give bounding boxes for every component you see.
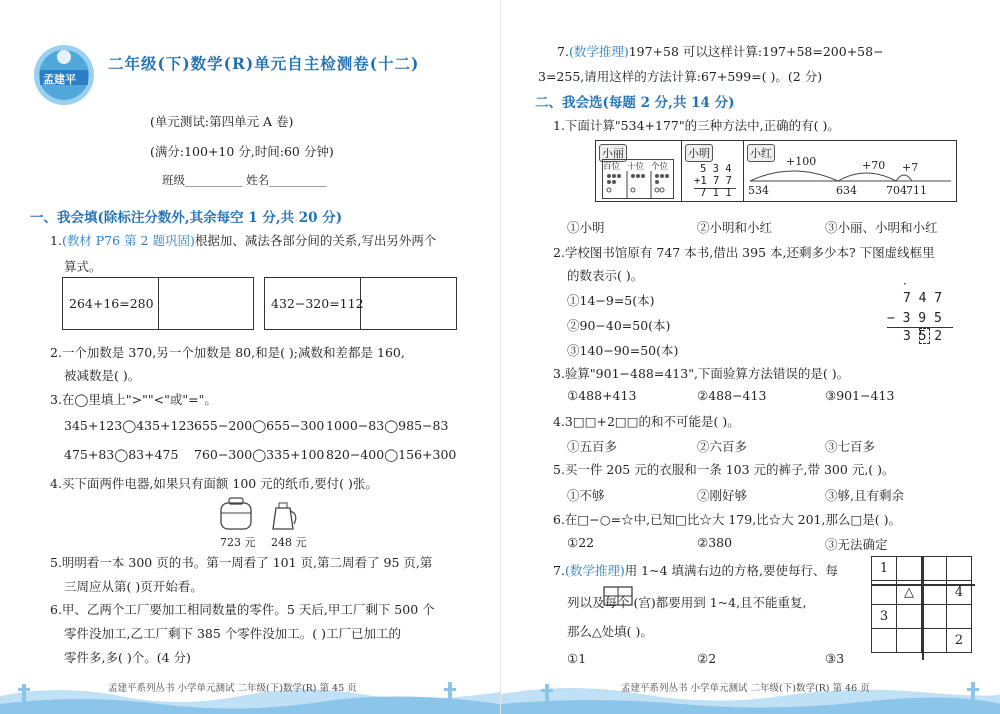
score-time-subtitle: (满分:100+10 分,时间:60 分钟) — [150, 144, 334, 159]
c4-option-1[interactable]: ①五百多 — [567, 439, 618, 454]
xiaohong-mark-704: 704 — [886, 184, 907, 197]
right-footer: 孟建平系列丛书 小学单元测试 二年级(下)数学(R) 第 46 页 — [621, 683, 870, 694]
q2-line-2: 被减数是( )。 — [64, 368, 141, 383]
c2-calc-row-1: 7 4 7 — [903, 291, 943, 306]
grid-cell: 4 — [947, 581, 972, 605]
abacus-table — [602, 159, 674, 199]
c6-question: 6.在□−○=☆中,已知□比☆大 179,比☆大 201,那么□是( )。 — [553, 512, 902, 527]
left-footer: 孟建平系列丛书 小学单元测试 二年级(下)数学(R) 第 45 页 — [108, 683, 357, 694]
grid-cell — [947, 557, 972, 581]
unit-subtitle: (单元测试:第四单元 A 卷) — [150, 114, 294, 129]
q1-equation-1: 264+16=280 — [69, 296, 154, 311]
q1-answer-box-2 — [264, 277, 457, 330]
q3-instruction: 3.在◯里填上">""<"或"="。 — [50, 392, 217, 407]
left-page: 孟建平 二年级(下)数学(R)单元自主检测卷(十二) (单元测试:第四单元 A 卷) (满分:100+10 分,时间:60 分钟) 班级__________ 姓名__________ 一、我会填(除标注分数外,其余每空 1 分,共 20 分) 1.(教材 P76 第 2 题巩固)根据加、减法各部分间的关系,写出另外两个 算式。 264+16=280 432−320=112 2.一个加数是 370,另一个加数是 80,和是( );减数和差都是 160, 被减数是( )。 3.在◯里填上">""<"或"="。 345+123◯435+123 655−200◯655−300 1000−83◯985−83 475+83◯83+475 760−300◯335+100 820−400◯156+300 4.买下面两件电器,如果只有面额 100 元的纸币,要付( )张。 723 元 248 元 5.明明看一本 300 页的书。第一周看了 101 页,第二周看了 95 页,第 三周应从第( )页开始看。 6.甲、乙两个工厂要加工相同数量的零件。5 天后,甲工厂剩下 500 个 零件没加工,乙工厂剩下 385 个零件没加工。( )工厂已加工的 零件多,多( )个。(4 分) 孟建平系列丛书 小学单元测试 二年级(下)数学(R) 第 45 页 — [0, 0, 500, 714]
c1-question: 1.下面计算"534+177"的三种方法中,正确的有( )。 — [553, 118, 840, 133]
c2-calc-result: 3 5 2 — [903, 329, 943, 344]
xiaohong-mark-534: 534 — [748, 184, 769, 197]
q3-row-2-c: 820−400◯156+300 — [326, 447, 457, 462]
q6-line-3: 零件多,多( )个。(4 分) — [64, 650, 191, 665]
xiaohong-mark-634: 634 — [836, 184, 857, 197]
q4-line: 4.买下面两件电器,如果只有面额 100 元的纸币,要付( )张。 — [50, 476, 378, 491]
c1-option-2[interactable]: ②小明和小红 — [697, 220, 773, 235]
c3-option-1[interactable]: ①488+413 — [567, 388, 637, 403]
c2-carry-dot: · — [903, 277, 907, 291]
page-title: 二年级(下)数学(R)单元自主检测卷(十二) — [108, 54, 420, 73]
q3-row-1-a: 345+123◯435+123 — [64, 418, 195, 433]
q3-row-2-a: 475+83◯83+475 — [64, 447, 179, 462]
abacus-header-ones: 个位 — [651, 162, 669, 172]
xiaoming-calc-row-1: 5 3 4 — [700, 163, 732, 175]
c4-option-2[interactable]: ②六百多 — [697, 439, 748, 454]
xiaoming-calc-row-2: +1 7 7 — [694, 175, 732, 187]
c3-option-3[interactable]: ③901−413 — [825, 388, 895, 403]
c6-option-1[interactable]: ①22 — [567, 535, 595, 550]
c2-option-1[interactable]: ①14−9=5(本) — [567, 293, 655, 308]
c3-option-2[interactable]: ②488−413 — [697, 388, 767, 403]
abacus-header-hundreds: 百位 — [603, 162, 621, 172]
xiaohong-mark-711: 711 — [906, 184, 927, 197]
q2-line-1: 2.一个加数是 370,另一个加数是 80,和是( );减数和差都是 160, — [50, 345, 405, 360]
q3-row-1-b: 655−200◯655−300 — [194, 418, 325, 433]
method-name-xiaoming: 小明 — [685, 144, 713, 162]
c7-line-2: 列以及每个 (宫)都要用到 1~4,且不能重复, — [567, 595, 807, 610]
c6-option-2[interactable]: ②380 — [697, 535, 733, 550]
xiaohong-step-100: +100 — [786, 155, 817, 168]
c6-option-3[interactable]: ③无法确定 — [825, 537, 888, 552]
xiaohong-number-line — [746, 155, 956, 187]
q6-line-2: 零件没加工,乙工厂剩下 385 个零件没加工。( )工厂已加工的 — [64, 626, 402, 641]
c7-tag: (数学推理) — [564, 563, 625, 578]
q7-fill-source-tag: (数学推理) — [568, 44, 629, 59]
c3-question: 3.验算"901−488=413",下面验算方法错误的是( )。 — [553, 366, 850, 381]
grid-cell — [872, 629, 897, 653]
grid-cell — [897, 557, 922, 581]
c7-option-1[interactable]: ①1 — [567, 651, 587, 666]
grid-cell — [947, 605, 972, 629]
c2-question-line-2: 的数表示( )。 — [567, 268, 644, 283]
xiaohong-step-7: +7 — [902, 161, 919, 174]
xiaoming-calc-result: 7 1 1 — [700, 187, 732, 199]
kettle-icon — [268, 498, 302, 532]
c7-option-3[interactable]: ③3 — [825, 651, 845, 666]
grid-cell: 3 — [872, 605, 897, 629]
method-name-xiaoli: 小丽 — [599, 144, 627, 162]
c5-option-2[interactable]: ②刚好够 — [697, 488, 748, 503]
c5-option-1[interactable]: ①不够 — [567, 488, 605, 503]
grid-cell — [897, 605, 922, 629]
grid-cell — [897, 629, 922, 653]
abacus-beads-icon — [603, 171, 675, 199]
grid-cell: 1 — [872, 557, 897, 581]
c2-dashed-box — [919, 328, 930, 344]
class-name-field[interactable]: 班级__________ 姓名__________ — [162, 173, 327, 187]
q7-fill-line-2: 3=255,请用这样的方法计算:67+599=( )。(2 分) — [538, 69, 823, 84]
rice-cooker-price: 723 元 — [220, 536, 256, 549]
q1-equation-2: 432−320=112 — [271, 296, 364, 311]
c7-option-2[interactable]: ②2 — [697, 651, 717, 666]
q1-source-tag: (教材 P76 第 2 题巩固) — [61, 233, 195, 248]
grid-cell — [922, 557, 947, 581]
grid-cell — [922, 605, 947, 629]
q5-line-1: 5.明明看一本 300 页的书。第一周看了 101 页,第二周看了 95 页,第 — [50, 555, 433, 570]
section-heading-choose: 二、我会选(每题 2 分,共 14 分) — [535, 95, 735, 111]
q1-answer-box-1 — [62, 277, 254, 330]
brand-emblem-text: 孟建平 — [43, 73, 76, 86]
grid-cell-triangle: △ — [897, 581, 922, 605]
c2-calc-row-2: − 3 9 5 — [887, 311, 942, 326]
c7-line-1: 用 1~4 填满右边的方格,要使每行、每 — [624, 563, 839, 578]
c4-option-3[interactable]: ③七百多 — [825, 439, 876, 454]
c1-methods-box — [595, 140, 957, 202]
c2-option-2[interactable]: ②90−40=50(本) — [567, 318, 671, 333]
c2-question-line-1: 2.学校图书馆原有 747 本书,借出 395 本,还剩多少本? 下图虚线框里 — [553, 245, 935, 260]
method-name-xiaohong: 小红 — [747, 144, 775, 162]
c2-option-3[interactable]: ③140−90=50(本) — [567, 343, 679, 358]
c7-line-3: 那么△处填( )。 — [567, 624, 653, 639]
q1-text: 根据加、减法各部分间的关系,写出另外两个 — [194, 233, 437, 248]
grid-thick-v-line — [922, 556, 924, 660]
c5-option-3[interactable]: ③够,且有剩余 — [825, 488, 904, 503]
xiaohong-step-70: +70 — [862, 159, 886, 172]
q6-line-1: 6.甲、乙两个工厂要加工相同数量的零件。5 天后,甲工厂剩下 500 个 — [50, 602, 435, 617]
c4-question: 4.3□□+2□□的和不可能是( )。 — [553, 414, 740, 429]
q7-fill-line-1: 197+58 可以这样计算:197+58=200+58− — [628, 44, 884, 59]
abacus-header-tens: 十位 — [627, 162, 645, 172]
c7-palace-icon — [603, 585, 633, 607]
q3-row-1-c: 1000−83◯985−83 — [326, 418, 449, 433]
grid-cell — [922, 629, 947, 653]
right-page: 7.(数学推理)197+58 可以这样计算:197+58=200+58− 3=255,请用这样的方法计算:67+599=( )。(2 分) 二、我会选(每题 2 分,共 14 分) 1.下面计算"534+177"的三种方法中,正确的有( )。 小丽 小明 小红 百位 十位 个位 5 3 4 +1 7 7 7 1 1 +100 +70 +7 534 634 704 711 ①小明 ②小明和小红 ③小丽、小明和小红 2.学校图书馆原有 747 本书,借出 395 本,还剩多少本? 下图虚线框里 的数表示( )。 ①14−9=5(本) ②90−40=50(本) ③140−90=50(本) · 7 4 7 − 3 9 5 3 5 2 3.验算"901−488=413",下面验算方法错误的是( )。 ①488+413 ②488−413 ③901−413 4.3□□+2□□的和不可能是( )。 ①五百多 ②六百多 ③七百多 5.买一件 205 元的衣服和一条 103 元的裤子,带 300 元,( )。 ①不够 ②刚好够 ③够,且有剩余 6.在□−○=☆中,已知□比☆大 179,比☆大 201,那么□是( )。 ①22 ②380 ③无法确定 7.(数学推理)用 1~4 填满右边的方格,要使每行、每 列以及每个 (宫)都要用到 1~4,且不能重复, 那么△处填( )。 1 △ 4 3 2 ①1 ②2 ③3 孟建平系列丛书 小学单元测试 二年级(下)数学(R) 第 46 页 — [500, 0, 1000, 714]
c5-question: 5.买一件 205 元的衣服和一条 103 元的裤子,带 300 元,( )。 — [553, 462, 895, 477]
c1-option-3[interactable]: ③小丽、小明和小红 — [825, 220, 938, 235]
q3-row-2-b: 760−300◯335+100 — [194, 447, 325, 462]
c1-option-1[interactable]: ①小明 — [567, 220, 605, 235]
grid-cell: 2 — [947, 629, 972, 653]
kettle-price: 248 元 — [271, 536, 307, 549]
q5-line-2: 三周应从第( )页开始看。 — [64, 579, 203, 594]
q1-text-cont: 算式。 — [64, 259, 102, 274]
section-heading-fill: 一、我会填(除标注分数外,其余每空 1 分,共 20 分) — [30, 210, 343, 226]
rice-cooker-icon — [218, 495, 254, 533]
